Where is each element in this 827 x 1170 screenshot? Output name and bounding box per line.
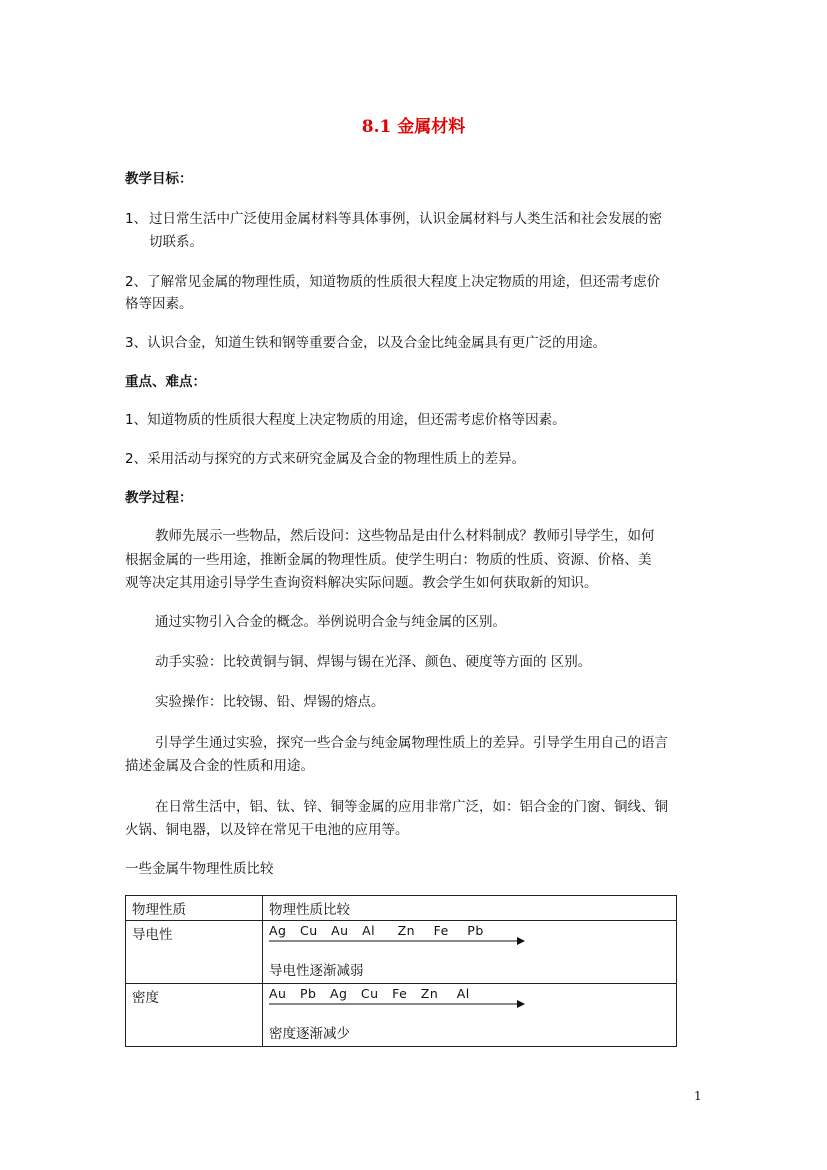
keypoint-2: 2、采用活动与探究的方式来研究金属及合金的物理性质上的差异。	[125, 451, 526, 467]
series-item: Ag	[329, 986, 348, 1001]
series-item: Fe	[433, 923, 449, 938]
series-item: Pb	[467, 923, 484, 938]
title-text: 金属材料	[397, 117, 466, 137]
row-density-property: 密度	[126, 984, 263, 1047]
process-p3: 动手实验：比较黄铜与铜、焊锡与锡在光泽、颜色、硬度等方面的 区别。	[155, 654, 592, 670]
objective-2-line1: 2、了解常见金属的物理性质，知道物质的性质很大程度上决定物质的用途，但还需考虑价	[125, 274, 661, 290]
series-item: Al	[362, 923, 376, 938]
density-arrow-icon	[269, 1000, 524, 1008]
conductivity-trend: 导电性逐渐减弱	[269, 963, 364, 979]
series-item: Cu	[299, 923, 318, 938]
row-conductivity-property: 导电性	[126, 921, 263, 984]
conductivity-arrow-icon	[269, 937, 524, 945]
process-p4: 实验操作：比较锡、铅、焊锡的熔点。	[155, 694, 385, 710]
properties-table	[125, 895, 677, 1047]
process-p5-line1: 引导学生通过实验，探究一些合金与纯金属物理性质上的差异。引导学生用自己的语言	[155, 735, 668, 751]
header-comparison: 物理性质比较	[263, 896, 677, 921]
series-item: Cu	[360, 986, 379, 1001]
objective-1-line2: 切联系。	[149, 234, 203, 250]
series-item: Au	[331, 923, 349, 938]
density-series	[269, 986, 479, 1001]
process-p1-line2: 根据金属的一些用途，推断金属的物理性质。使学生明白：物质的性质、资源、价格、美	[125, 552, 652, 568]
page-title	[0, 112, 827, 137]
series-item: Fe	[392, 986, 408, 1001]
objectives-heading: 教学目标：	[125, 171, 193, 187]
objective-1-marker: 1、	[125, 211, 148, 227]
process-heading: 教学过程：	[125, 490, 193, 506]
title-number: 8.1	[361, 117, 392, 137]
process-p6-line1: 在日常生活中，铝、钛、锌、铜等金属的应用非常广泛，如：铝合金的门窗、铜线、铜	[155, 799, 668, 815]
table-row	[126, 984, 677, 1047]
process-p1-line3: 观等决定其用途引导学生查询资料解决实际问题。教会学生如何获取新的知识。	[125, 575, 598, 591]
keypoint-1: 1、知道物质的性质很大程度上决定物质的用途，但还需考虑价格等因素。	[125, 412, 566, 428]
series-item: Zn	[420, 986, 439, 1001]
series-item: Zn	[397, 923, 416, 938]
series-item: Au	[269, 986, 287, 1001]
process-p1-line1: 教师先展示一些物品，然后设问：这些物品是由什么材料制成？教师引导学生，如何	[155, 528, 655, 544]
header-property: 物理性质	[126, 896, 263, 921]
table-row	[126, 921, 677, 984]
process-p6-line2: 火锅、铜电器，以及锌在常见干电池的应用等。	[125, 822, 409, 838]
table-header-row	[126, 896, 677, 921]
series-item: Al	[456, 986, 470, 1001]
row-density-comparison	[263, 984, 677, 1047]
series-item: Ag	[269, 923, 287, 938]
series-item: Pb	[299, 986, 317, 1001]
objective-2-line2: 格等因素。	[125, 296, 193, 312]
conductivity-series	[269, 923, 493, 938]
density-trend: 密度逐渐减少	[269, 1026, 350, 1042]
objective-1-line1: 过日常生活中广泛使用金属材料等具体事例，认识金属材料与人类生活和社会发展的密	[149, 211, 662, 227]
row-conductivity-comparison	[263, 921, 677, 984]
objective-3: 3、认识合金，知道生铁和钢等重要合金，以及合金比纯金属具有更广泛的用途。	[125, 335, 607, 351]
process-p5-line2: 描述金属及合金的性质和用途。	[125, 758, 314, 774]
process-p2: 通过实物引入合金的概念。举例说明合金与纯金属的区别。	[155, 614, 506, 630]
page-number: 1	[694, 1089, 702, 1103]
table-caption: 一些金属牛物理性质比较	[125, 861, 274, 877]
keypoints-heading: 重点、难点：	[125, 374, 206, 390]
